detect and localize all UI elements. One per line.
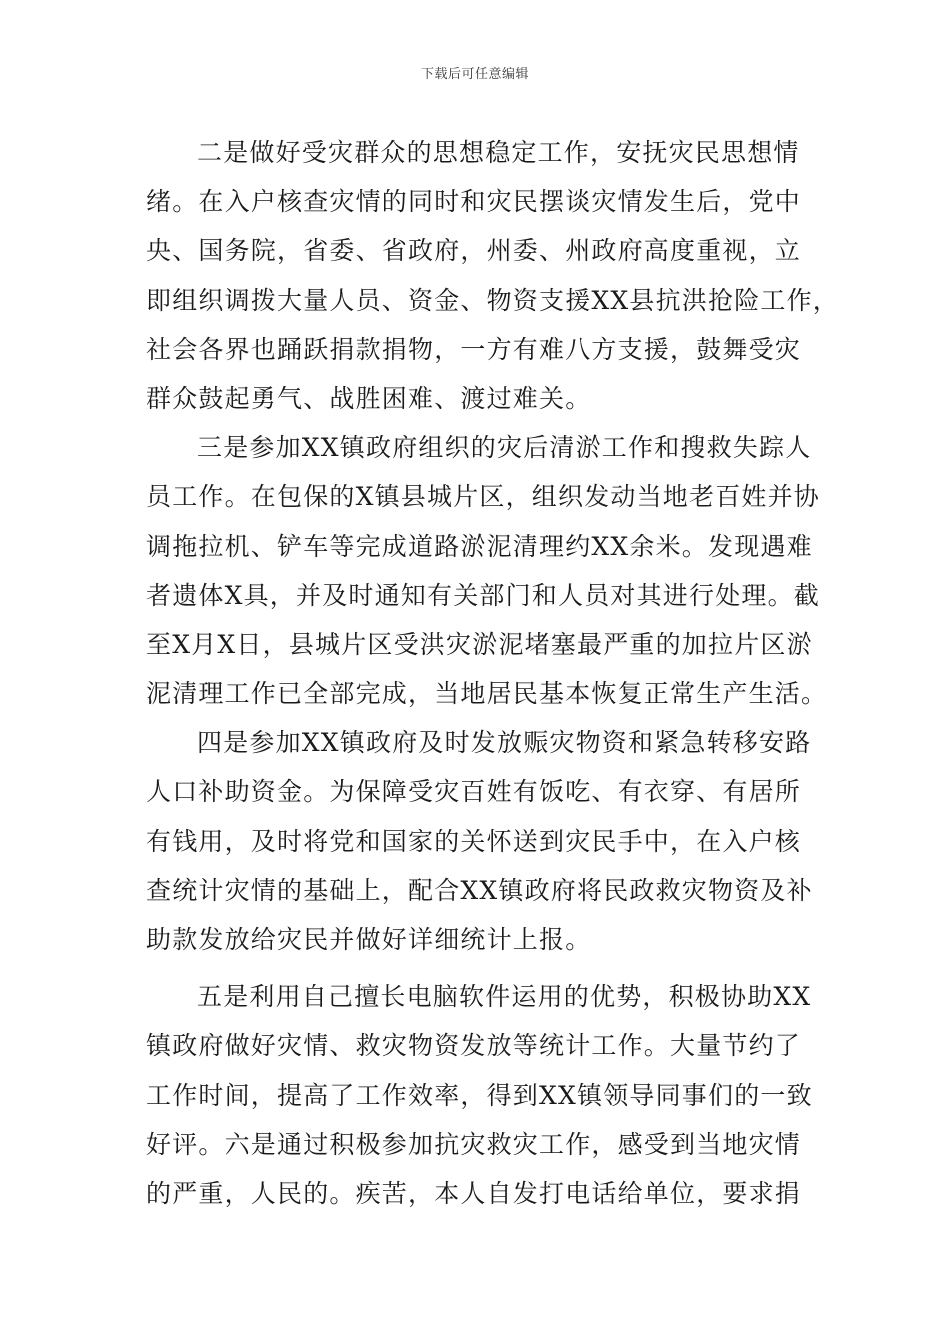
paragraph-3	[146, 423, 828, 718]
text-line: 泥清理工作已全部完成，当地居民基本恢复正常生产生活。	[146, 679, 828, 709]
text-line: 工作时间，提高了工作效率，得到XX镇领导同事们的一致	[146, 1080, 813, 1110]
paragraph-4	[146, 718, 814, 964]
text-line: 群众鼓起勇气、战胜困难、渡过难关。	[146, 383, 592, 413]
text-line: 至X月X日，县城片区受洪灾淤泥堵塞最严重的加拉片区淤	[146, 629, 813, 659]
text-line: 好评。六是通过积极参加抗灾救灾工作，感受到当地灾情	[146, 1129, 802, 1159]
text-line: 三是参加XX镇政府组织的灾后清淤工作和搜救失踪人	[197, 433, 812, 463]
text-line: 央、国务院，省委、省政府，州委、州政府高度重视，立	[146, 236, 802, 266]
text-line: 四是参加XX镇政府及时发放赈灾物资和紧急转移安路	[197, 728, 812, 758]
text-line: 社会各界也踊跃捐款捐物，一方有难八方支援，鼓舞受灾	[146, 334, 802, 364]
text-line: 的严重，人民的。疾苦，本人自发打电话给单位，要求捐	[146, 1178, 802, 1208]
page-header: 下载后可任意编辑	[420, 67, 529, 82]
text-line: 调拖拉机、铲车等完成道路淤泥清理约XX余米。发现遇难	[146, 531, 813, 561]
text-line: 有钱用，及时将党和国家的关怀送到灾民手中，在入户核	[146, 826, 802, 856]
text-line: 五是利用自己擅长电脑软件运用的优势，积极协助XX	[197, 982, 812, 1012]
text-line: 镇政府做好灾情、救灾物资发放等统计工作。大量节约了	[146, 1031, 802, 1061]
text-line: 助款发放给灾民并做好详细统计上报。	[146, 925, 592, 954]
text-line: 二是做好受灾群众的思想稳定工作，安抚灾民思想情	[197, 138, 800, 167]
text-line: 查统计灾情的基础上，配合XX镇政府将民政救灾物资及补	[146, 875, 813, 905]
text-line: 员工作。在包保的X镇县城片区，组织发动当地老百姓并协	[146, 482, 821, 512]
text-line: 者遗体X具，并及时通知有关部门和人员对其进行处理。截	[146, 580, 821, 610]
text-line: 即组织调拨大量人员、资金、物资支援XX县抗洪抢险工作，	[146, 285, 839, 315]
document-body	[146, 128, 839, 1218]
paragraph-5	[146, 972, 814, 1218]
text-line: 人口补助资金。为保障受灾百姓有饭吃、有衣穿、有居所	[146, 777, 802, 807]
paragraph-2	[146, 128, 839, 423]
text-line: 绪。在入户核查灾情的同时和灾民摆谈灾情发生后，党中	[146, 187, 802, 217]
paragraph-spacer	[146, 964, 814, 972]
